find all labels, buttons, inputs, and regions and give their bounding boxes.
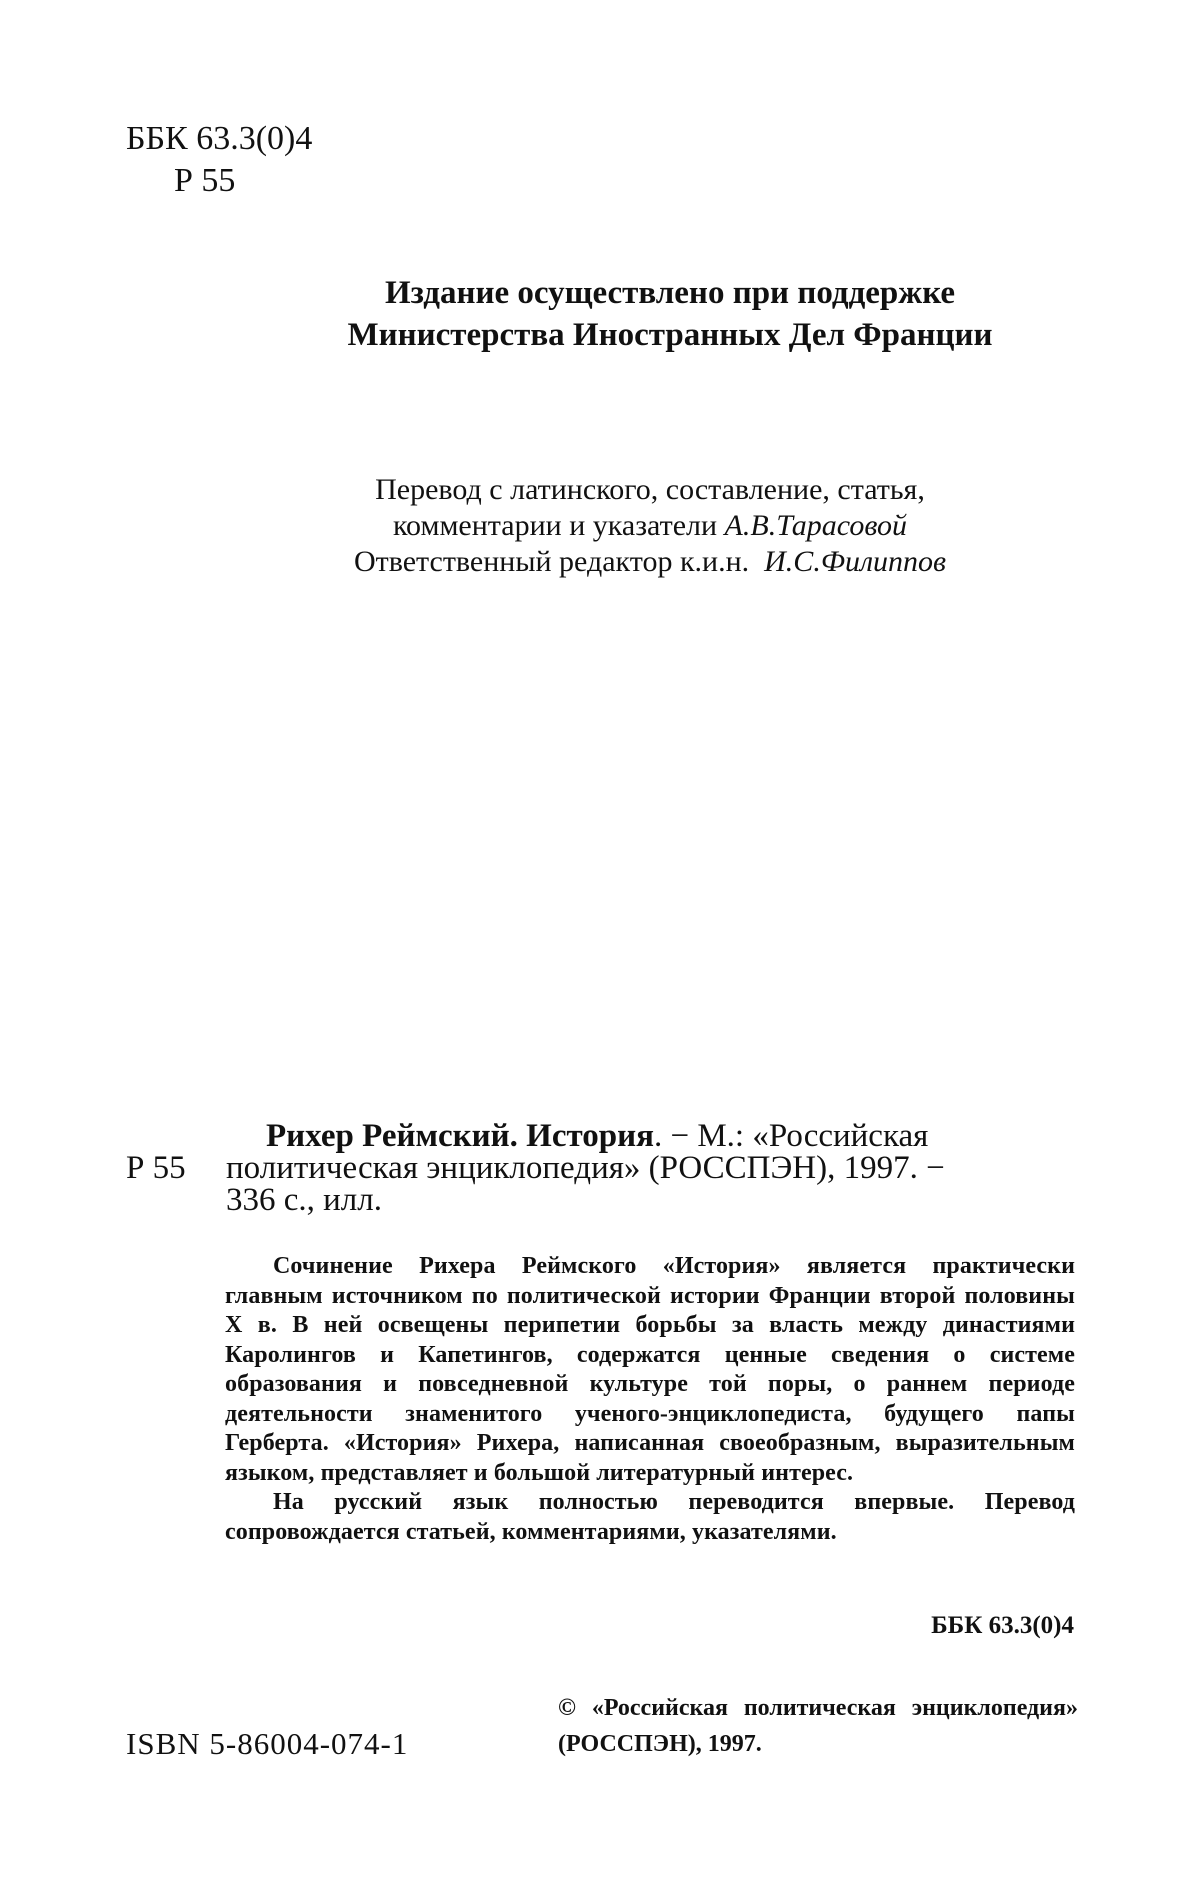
isbn: ISBN 5-86004-074-1 (126, 1726, 409, 1761)
copyright-notice: © «Российская политическая энциклопедия» (РОССПЭН), 1997. (558, 1695, 1078, 1757)
support-line-1: Издание осуществлено при поддержке (384, 275, 956, 311)
support-line-2: Министерства Иностранных Дел Франции (347, 317, 993, 353)
translator-name: А.В.Тарасовой (724, 509, 907, 542)
bibliographic-record (126, 1120, 1086, 1216)
biblio-line-2 (126, 1152, 1086, 1184)
biblio-code: Р 55 (126, 1150, 186, 1186)
author-title: Рихер Реймский. История (266, 1118, 654, 1154)
credits-line-3-text: Ответственный редактор к.и.н. (353, 545, 750, 578)
credits-line-2-text: комментарии и указатели (392, 509, 718, 542)
author-code: Р 55 (174, 162, 236, 199)
credits-line-3 (280, 544, 1020, 580)
library-classification (126, 118, 312, 202)
support-notice (260, 272, 1080, 356)
bbk-bottom: ББК 63.3(0)4 (931, 1612, 1074, 1639)
biblio-line-1-rest: . − М.: «Российская (653, 1118, 929, 1154)
biblio-line-2-text: политическая энциклопедия» (РОССПЭН), 1997. − (226, 1150, 945, 1186)
credits-line-1: Перевод с латинского, составление, статья, (375, 473, 925, 506)
bbk-code: ББК 63.3(0)4 (126, 120, 313, 157)
biblio-line-1 (126, 1120, 1086, 1152)
credits-block (280, 472, 1020, 580)
abstract-paragraph-2: На русский язык полностью переводится впервые. Перевод сопровождается статьей, комментариями, указателями. (225, 1489, 1075, 1545)
editor-name: И.С.Филиппов (764, 545, 947, 578)
credits-line-2 (280, 508, 1020, 544)
abstract (225, 1252, 1075, 1547)
abstract-paragraph-1: Сочинение Рихера Реймского «История» является практически главным источником по политической истории Франции второй половины X в. В ней освещены перипетии борьбы за власть между династиями Каролингов и Капетингов, содержатся ценные сведения о системе образования и повседневной культуре той поры, о раннем периоде деятельности знаменитого ученого-энциклопедиста, будущего папы Герберта. «История» Рихера, написанная своеобразным, выразительным языком, представляет и большой литературный интерес. (225, 1253, 1075, 1486)
biblio-line-3: 336 с., илл. (226, 1182, 382, 1218)
